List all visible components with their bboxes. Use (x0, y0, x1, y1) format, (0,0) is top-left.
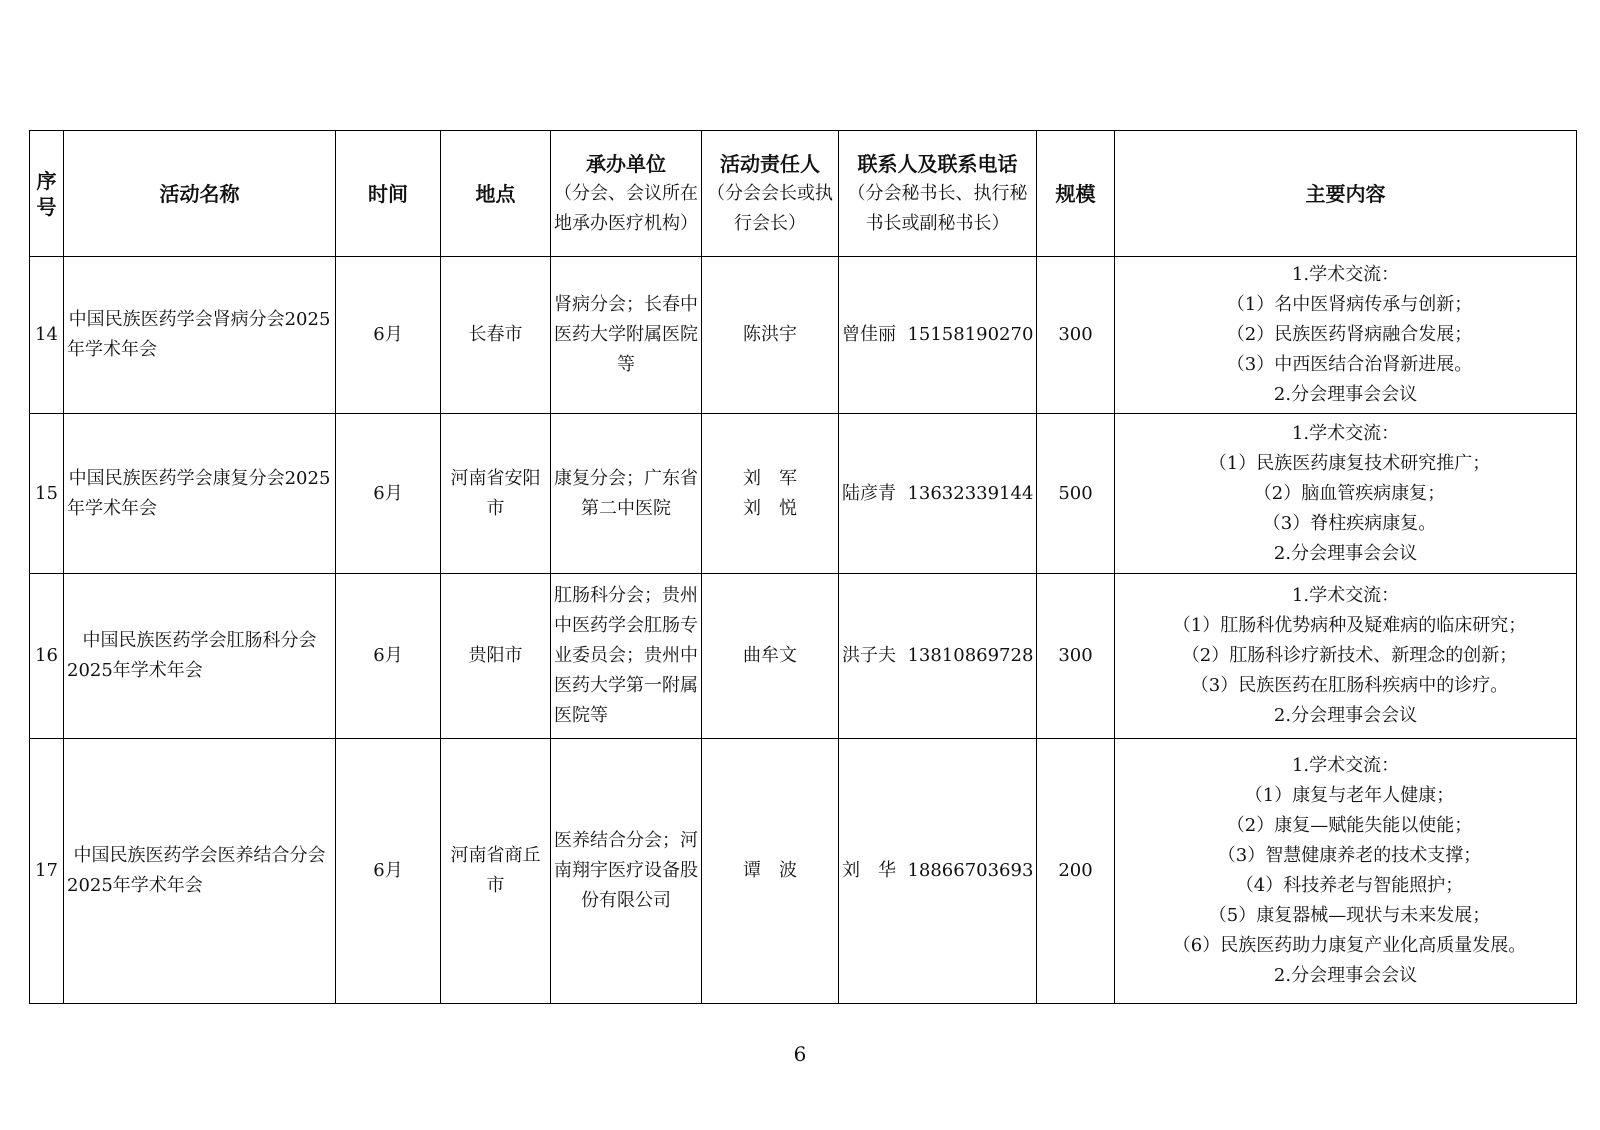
content-item: （3）中西医结合治肾新进展。 (1226, 354, 1473, 375)
header-place: 地点 (441, 131, 551, 257)
cell-place: 长春市 (441, 257, 551, 414)
cell-seq: 14 (30, 257, 64, 414)
cell-contact: 曾佳丽 15158190270 (839, 257, 1037, 414)
cell-name: 中国民族医药学会肛肠科分会2025年学术年会 (64, 574, 336, 739)
cell-name: 中国民族医药学会康复分会2025年学术年会 (64, 414, 336, 574)
cell-scale: 300 (1037, 574, 1115, 739)
content-tail: 2.分会理事会会议 (1273, 965, 1418, 986)
cell-org: 医养结合分会；河南翔宇医疗设备股份有限公司 (551, 739, 702, 1004)
cell-resp: 刘 军 刘 悦 (702, 414, 839, 574)
content-item: （2）脑血管疾病康复； (1253, 482, 1446, 504)
table-row (30, 739, 1577, 1004)
cell-time: 6月 (336, 414, 441, 574)
cell-place: 河南省商丘市 (441, 739, 551, 1004)
header-time: 时间 (336, 131, 441, 257)
content-item: （6）民族医药助力康复产业化高质量发展。 (1172, 935, 1527, 956)
content-item: （3）智慧健康养老的技术支撑； (1217, 845, 1482, 866)
cell-seq: 16 (30, 574, 64, 739)
content-heading: 1.学术交流： (1291, 264, 1400, 285)
content-item: （1）名中医肾病传承与创新； (1226, 294, 1473, 315)
cell-contact: 刘 华 18866703693 (839, 739, 1037, 1004)
content-tail: 2.分会理事会会议 (1273, 705, 1418, 726)
cell-resp: 陈洪宇 (702, 257, 839, 414)
content-item: （5）康复器械—现状与未来发展； (1208, 905, 1491, 926)
table-header-row (30, 131, 1577, 257)
header-contact: 联系人及联系电话 （分会秘书长、执行秘书长或副秘书长） (839, 131, 1037, 257)
header-resp: 活动责任人 （分会会长或执行会长） (702, 131, 839, 257)
header-seq: 序号 (30, 131, 64, 257)
content-item: （4）科技养老与智能照护； (1235, 875, 1464, 896)
cell-content (1115, 739, 1577, 1004)
content-item: （1）民族医药康复技术研究推广； (1208, 452, 1491, 474)
content-heading: 1.学术交流： (1291, 422, 1400, 444)
content-item: （3）脊柱疾病康复。 (1262, 512, 1437, 534)
content-item: （1）康复与老年人健康； (1244, 785, 1455, 806)
content-heading: 1.学术交流： (1291, 755, 1400, 776)
table-row (30, 414, 1577, 574)
activity-table (29, 130, 1577, 1004)
cell-scale: 300 (1037, 257, 1115, 414)
header-scale: 规模 (1037, 131, 1115, 257)
cell-name: 中国民族医药学会医养结合分会2025年学术年会 (64, 739, 336, 1004)
table-row (30, 574, 1577, 739)
cell-seq: 15 (30, 414, 64, 574)
table-row (30, 257, 1577, 414)
content-item: （3）民族医药在肛肠科疾病中的诊疗。 (1190, 675, 1509, 696)
content-item: （1）肛肠科优势病种及疑难病的临床研究； (1172, 615, 1527, 636)
content-item: （2）民族医药肾病融合发展； (1226, 324, 1473, 345)
cell-org: 肾病分会；长春中医药大学附属医院等 (551, 257, 702, 414)
page-number: 6 (793, 1042, 807, 1066)
cell-org: 康复分会；广东省第二中医院 (551, 414, 702, 574)
cell-time: 6月 (336, 257, 441, 414)
cell-scale: 500 (1037, 414, 1115, 574)
header-name: 活动名称 (64, 131, 336, 257)
content-item: （2）肛肠科诊疗新技术、新理念的创新； (1181, 645, 1518, 666)
cell-content (1115, 257, 1577, 414)
content-item: （2）康复—赋能失能以使能； (1226, 815, 1473, 836)
cell-content (1115, 414, 1577, 574)
content-tail: 2.分会理事会会议 (1273, 384, 1418, 405)
cell-place: 河南省安阳市 (441, 414, 551, 574)
cell-org: 肛肠科分会；贵州中医药学会肛肠专业委员会；贵州中医药大学第一附属医院等 (551, 574, 702, 739)
cell-resp: 曲牟文 (702, 574, 839, 739)
cell-time: 6月 (336, 574, 441, 739)
cell-contact: 陆彦青 13632339144 (839, 414, 1037, 574)
cell-content (1115, 574, 1577, 739)
content-heading: 1.学术交流： (1291, 585, 1400, 606)
cell-scale: 200 (1037, 739, 1115, 1004)
cell-place: 贵阳市 (441, 574, 551, 739)
header-org: 承办单位 （分会、会议所在地承办医疗机构） (551, 131, 702, 257)
cell-seq: 17 (30, 739, 64, 1004)
cell-name: 中国民族医药学会肾病分会2025年学术年会 (64, 257, 336, 414)
content-tail: 2.分会理事会会议 (1273, 542, 1418, 564)
cell-time: 6月 (336, 739, 441, 1004)
cell-resp: 谭 波 (702, 739, 839, 1004)
header-content: 主要内容 (1115, 131, 1577, 257)
cell-contact: 洪子夫 13810869728 (839, 574, 1037, 739)
